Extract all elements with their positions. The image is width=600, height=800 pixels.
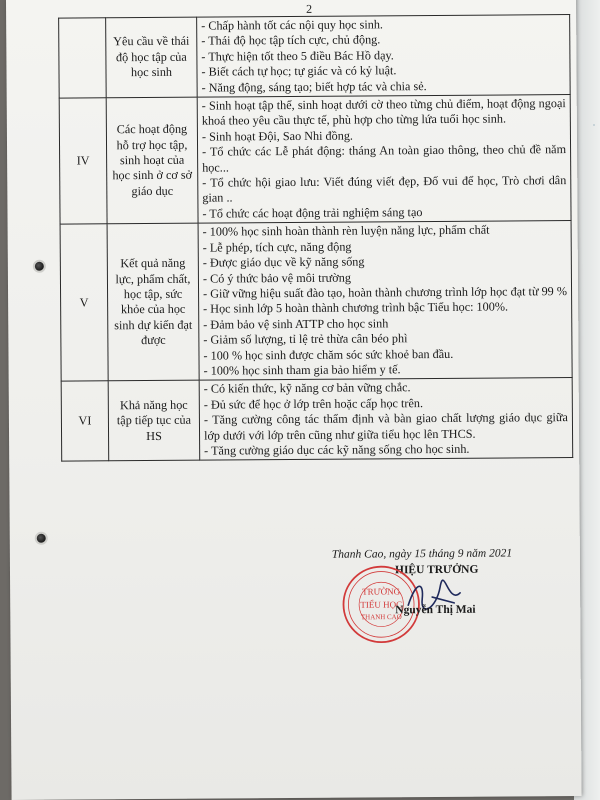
content-line: - Đảm bảo vệ sinh ATTP cho học sinh [203, 316, 389, 332]
content-line: - Biết cách tự học; tự giác và có kỷ luật. [201, 63, 397, 79]
requirements-table [58, 14, 573, 462]
content-line: - Tổ chức hội giao lưu: Viết đúng viết đẹp, Đố vui để học, Trò chơi dân gian .. [202, 173, 567, 206]
content-line: - Tăng cường giáo dục các kỹ năng sống cho học sinh. [204, 441, 470, 458]
table-row [59, 15, 571, 99]
row-criterion: Kết quả năng lực, phẩm chất, học tập, sức khỏe của học sinh dự kiến đạt được [107, 223, 199, 381]
row-content [197, 15, 571, 98]
content-line: - Sinh hoạt tập thể, sinh hoạt dưới cờ theo từng chủ điểm, hoạt động ngoại khoá theo yêu cầu thực tế, phù hợp cho từng lứa tuổi học sinh. [201, 96, 566, 129]
content-line: - Tăng cường công tác thẩm định và bàn giao chất lượng giáo dục giữa lớp dưới với lớp trên cũng như giữa tiểu học lên THCS. [203, 410, 568, 443]
punch-hole [35, 262, 44, 271]
row-content [197, 95, 571, 224]
content-line: - Chấp hành tốt các nội quy học sinh. [201, 17, 383, 33]
table-row [60, 221, 572, 382]
content-line: - Thực hiện tốt theo 5 điều Bác Hồ dạy. [201, 48, 394, 64]
content-line: - Tổ chức các Lễ phát động: tháng An toàn giao thông, theo chủ đề năm học... [202, 142, 567, 175]
document-page [6, 0, 582, 800]
seal-text-line: TIỂU HỌC [360, 599, 403, 610]
desk-scrap-text: · [589, 123, 600, 127]
row-criterion: Các hoạt động hỗ trợ học tập, sinh hoạt của học sinh ở cơ sở giáo dục [106, 97, 198, 224]
content-line: - Năng động, sáng tạo; biết hợp tác và chia sẻ. [201, 78, 427, 95]
content-line: - Giữ vững hiệu suất đào tạo, hoàn thành chương trình lớp học đạt từ 99 % [203, 283, 568, 301]
content-line: - Có ý thức bảo vệ môi trường [202, 270, 351, 286]
seal-text-line: TRƯỜNG [362, 586, 401, 597]
row-number [59, 18, 107, 98]
table-row [61, 378, 573, 462]
content-line: - 100% học sinh hoàn thành rèn luyện năng lực, phẩm chất [202, 222, 490, 239]
content-line: - Tổ chức các hoạt động trải nghiệm sáng tạo [202, 204, 423, 221]
row-number: VI [61, 381, 109, 461]
content-line: - Thái độ học tập tích cực, chủ động. [201, 32, 381, 49]
content-line: - Giảm số lượng, tỉ lệ trẻ thừa cân béo phì [203, 331, 408, 347]
signer-name: Nguyễn Thị Mai [395, 603, 476, 617]
row-content [199, 378, 573, 461]
content-line: - Sinh hoạt Đội, Sao Nhi đồng. [201, 128, 354, 144]
content-line: - 100% học sinh tham gia bảo hiểm y tế. [203, 362, 401, 378]
row-criterion: Yêu cầu về thái độ học tập của học sinh [106, 17, 198, 98]
content-line: - Học sinh lớp 5 hoàn thành chương trình bậc Tiểu học: 100%. [203, 299, 509, 316]
row-number: IV [59, 98, 107, 225]
content-line: - 100 % học sinh được chăm sóc sức khoẻ ban đầu. [203, 346, 454, 363]
signature-title: HIỆU TRƯỞNG [394, 563, 479, 577]
content-line: - Đủ sức để học ở lớp trên hoặc cấp học trên. [203, 395, 424, 412]
content-line: - Được giáo dục về kỹ năng sống [202, 254, 365, 270]
content-line: - Có kiến thức, kỹ năng cơ bản vững chắc. [203, 380, 411, 396]
table-row [59, 95, 571, 225]
signature-date: Thanh Cao, ngày 15 tháng 9 năm 2021 [331, 547, 513, 561]
row-number: V [60, 224, 108, 381]
row-criterion: Khả năng học tập tiếp tục của HS [108, 381, 200, 462]
page-number: 2 [306, 1, 313, 16]
content-line: - Lễ phép, tích cực, năng động [202, 239, 352, 255]
row-content [198, 221, 572, 381]
punch-hole [37, 534, 46, 543]
seal-text-line: THANH CAO [360, 613, 402, 622]
